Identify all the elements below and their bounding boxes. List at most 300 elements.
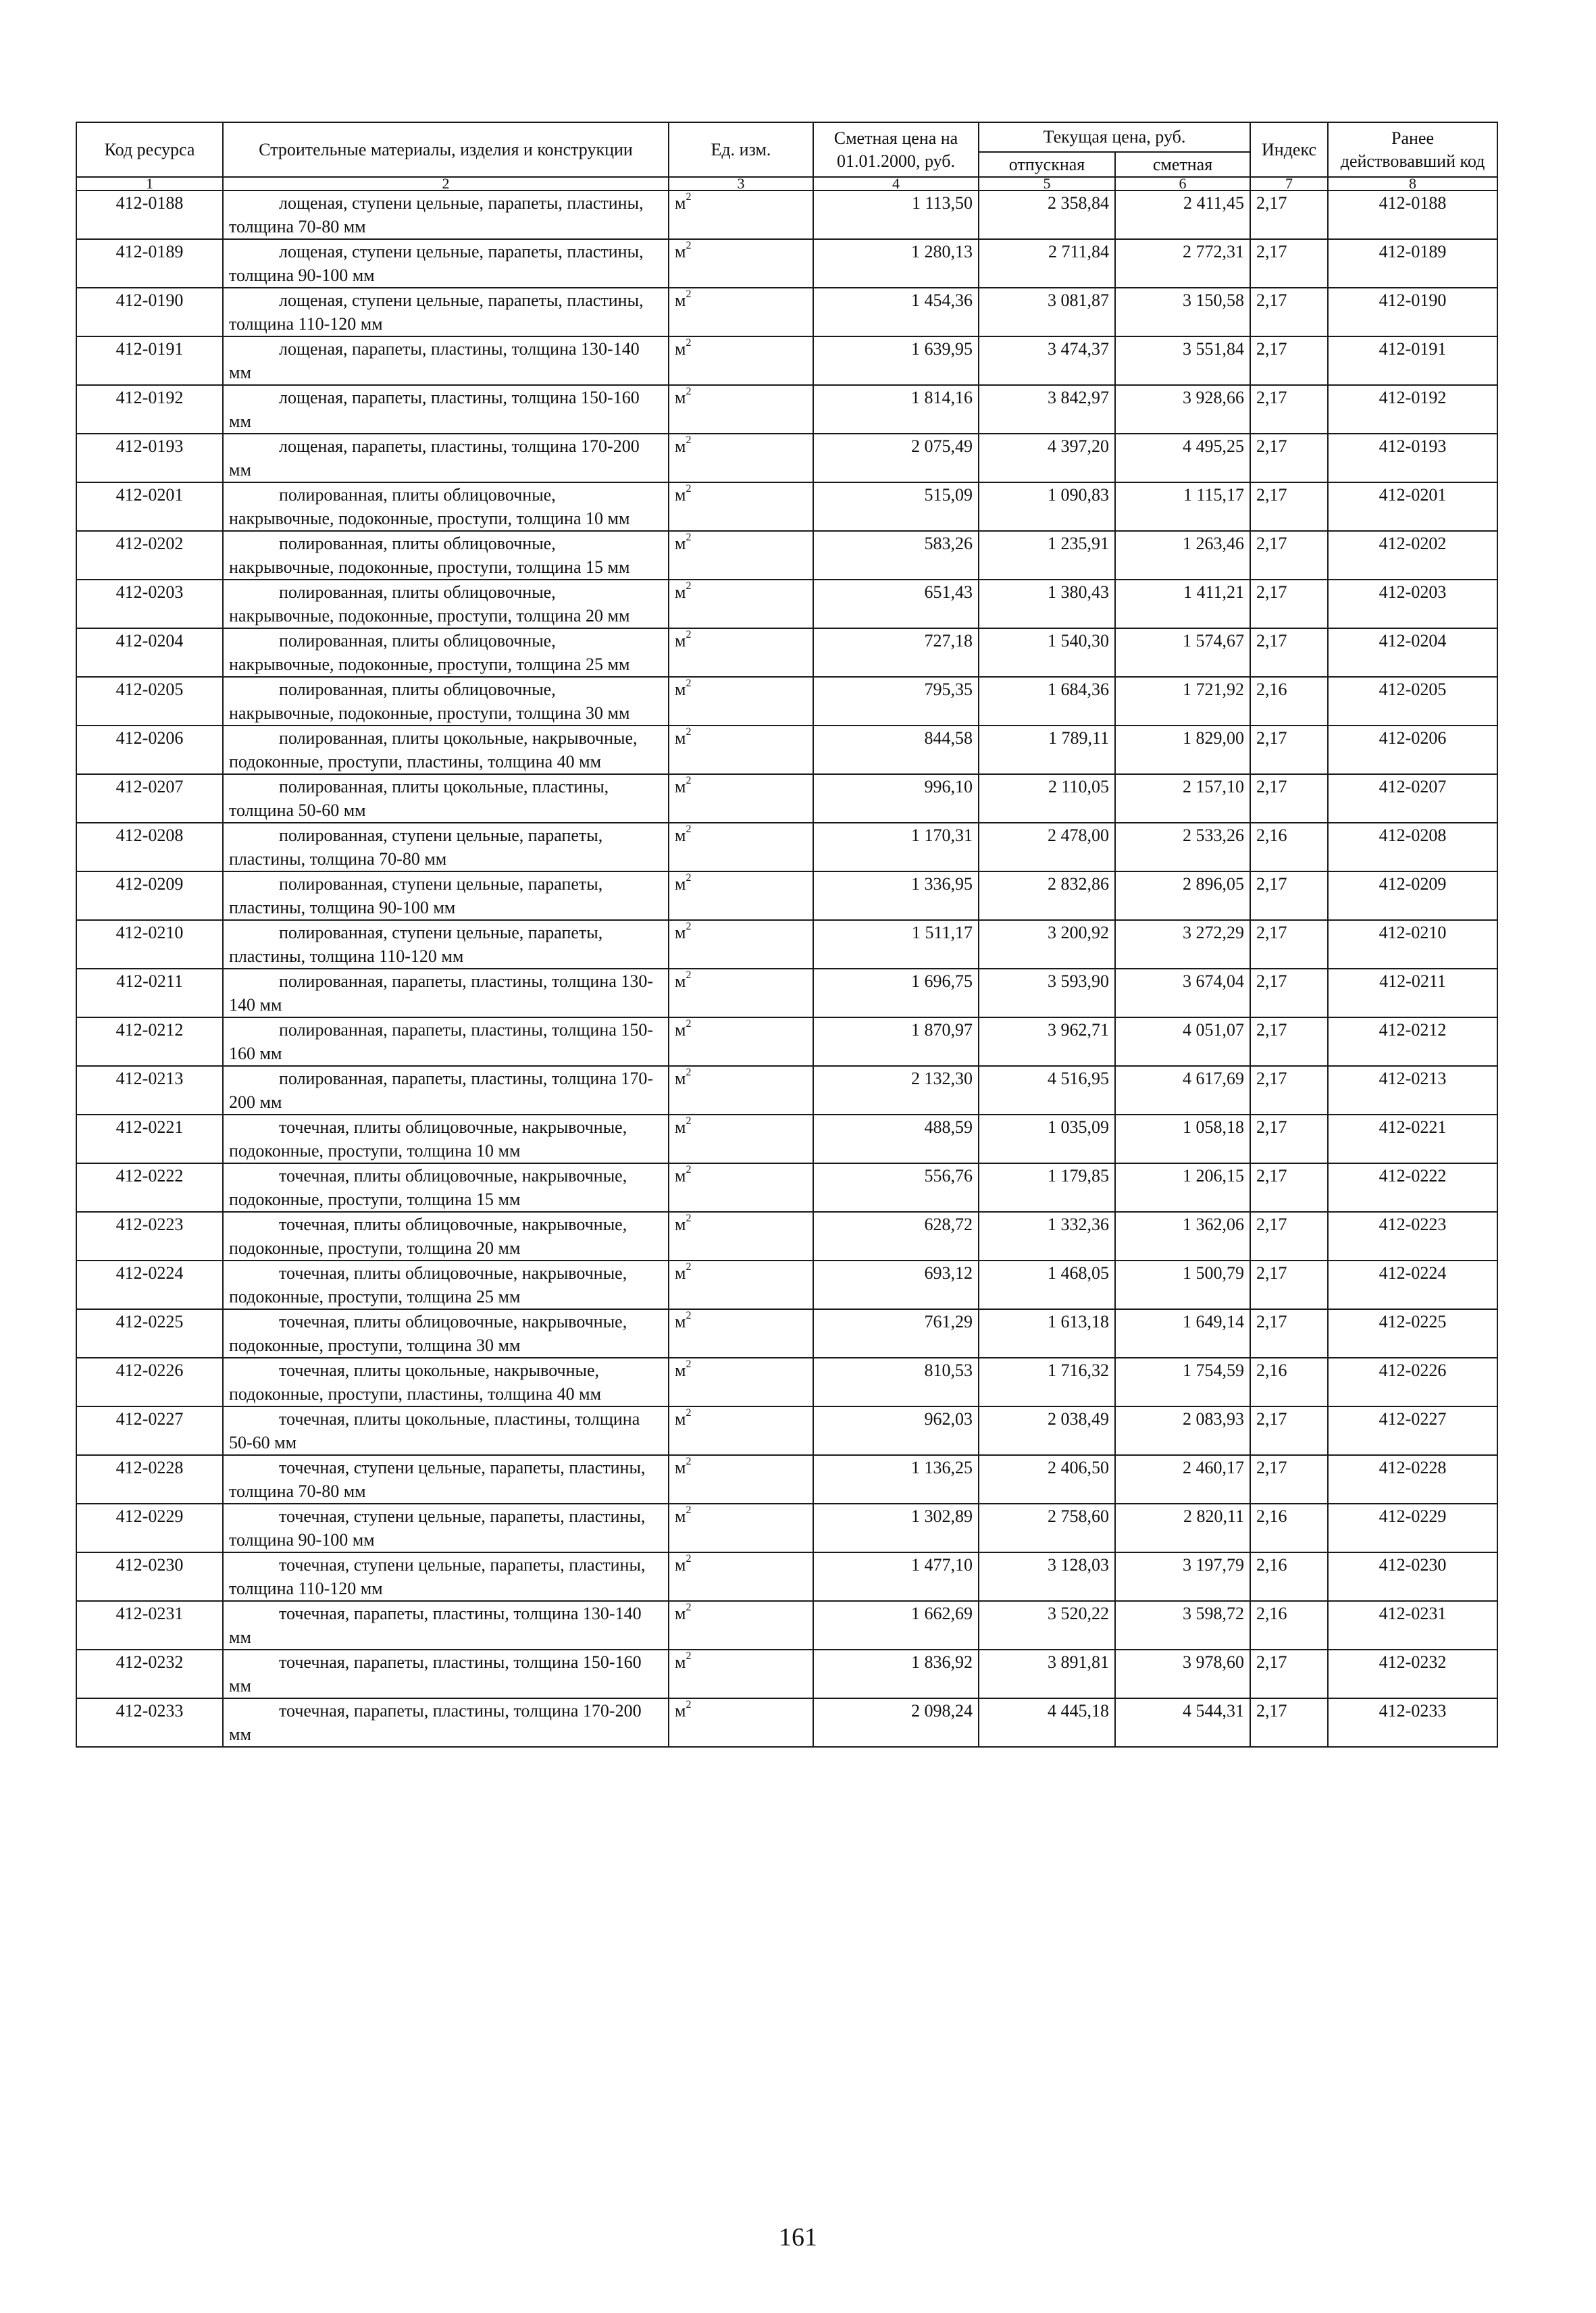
- description-text: лощеная, ступени цельные, парапеты, пластины, толщина 90-100 мм: [229, 242, 644, 285]
- unit-text: м: [675, 436, 686, 456]
- material-description: [223, 385, 669, 434]
- unit-superscript: 2: [686, 678, 692, 690]
- release-price: 2 406,50: [979, 1455, 1115, 1504]
- resource-code: 412-0211: [76, 969, 223, 1017]
- price-index: 2,17: [1250, 1406, 1328, 1455]
- base-price: 693,12: [813, 1261, 979, 1309]
- unit-cell: [669, 1066, 813, 1115]
- release-price: 3 474,37: [979, 336, 1115, 385]
- base-price: 1 639,95: [813, 336, 979, 385]
- unit-superscript: 2: [686, 337, 692, 349]
- column-number: 1: [76, 177, 223, 190]
- base-price: 1 662,69: [813, 1601, 979, 1650]
- price-index: 2,17: [1250, 920, 1328, 969]
- material-description: [223, 1163, 669, 1212]
- base-price: 488,59: [813, 1115, 979, 1163]
- table-row: [76, 1698, 1497, 1747]
- unit-text: м: [675, 777, 686, 796]
- unit-cell: [669, 871, 813, 920]
- description-text: точечная, парапеты, пластины, толщина 150-160 мм: [229, 1652, 642, 1696]
- description-text: точечная, ступени цельные, парапеты, пластины, толщина 90-100 мм: [229, 1506, 646, 1550]
- material-description: [223, 336, 669, 385]
- previous-code: 412-0226: [1328, 1358, 1497, 1406]
- previous-code: 412-0233: [1328, 1698, 1497, 1747]
- release-price: 1 090,83: [979, 482, 1115, 531]
- unit-superscript: 2: [686, 1407, 692, 1419]
- unit-superscript: 2: [686, 1067, 692, 1079]
- previous-code: 412-0190: [1328, 288, 1497, 336]
- material-description: [223, 1066, 669, 1115]
- header-release: отпускная: [979, 152, 1115, 177]
- resource-code: 412-0193: [76, 434, 223, 482]
- material-description: [223, 1358, 669, 1406]
- unit-cell: [669, 1115, 813, 1163]
- description-text: полированная, парапеты, пластины, толщина 150-160 мм: [229, 1020, 654, 1063]
- unit-text: м: [675, 1506, 686, 1526]
- material-description: [223, 1552, 669, 1601]
- estimate-price: 1 058,18: [1115, 1115, 1250, 1163]
- price-index: 2,17: [1250, 190, 1328, 239]
- column-number: 6: [1115, 177, 1250, 190]
- unit-text: м: [675, 1458, 686, 1477]
- unit-text: м: [675, 242, 686, 261]
- table-row: [76, 239, 1497, 288]
- table-row: [76, 336, 1497, 385]
- price-index: 2,17: [1250, 726, 1328, 774]
- resource-code: 412-0204: [76, 628, 223, 677]
- release-price: 1 716,32: [979, 1358, 1115, 1406]
- release-price: 3 891,81: [979, 1650, 1115, 1698]
- description-text: полированная, парапеты, пластины, толщина 130-140 мм: [229, 971, 654, 1015]
- page-number: 161: [779, 2223, 817, 2252]
- unit-cell: [669, 385, 813, 434]
- unit-cell: [669, 920, 813, 969]
- header-index: Индекс: [1250, 122, 1328, 177]
- table-row: [76, 288, 1497, 336]
- description-text: точечная, плиты облицовочные, накрывочные, подоконные, проступи, толщина 25 мм: [229, 1263, 627, 1306]
- estimate-price: 1 829,00: [1115, 726, 1250, 774]
- table-row: [76, 1066, 1497, 1115]
- material-description: [223, 1406, 669, 1455]
- table-row: [76, 1261, 1497, 1309]
- previous-code: 412-0207: [1328, 774, 1497, 823]
- table-row: [76, 1455, 1497, 1504]
- column-number: 4: [813, 177, 979, 190]
- resource-code: 412-0226: [76, 1358, 223, 1406]
- previous-code: 412-0201: [1328, 482, 1497, 531]
- unit-superscript: 2: [686, 288, 692, 301]
- resource-code: 412-0224: [76, 1261, 223, 1309]
- unit-text: м: [675, 728, 686, 748]
- price-index: 2,16: [1250, 1358, 1328, 1406]
- previous-code: 412-0224: [1328, 1261, 1497, 1309]
- resource-code: 412-0207: [76, 774, 223, 823]
- previous-code: 412-0191: [1328, 336, 1497, 385]
- release-price: 3 128,03: [979, 1552, 1115, 1601]
- description-text: точечная, ступени цельные, парапеты, пластины, толщина 70-80 мм: [229, 1458, 646, 1501]
- table-row: [76, 628, 1497, 677]
- unit-cell: [669, 239, 813, 288]
- unit-cell: [669, 969, 813, 1017]
- estimate-price: 1 721,92: [1115, 677, 1250, 726]
- description-text: лощеная, ступени цельные, парапеты, пластины, толщина 70-80 мм: [229, 193, 644, 236]
- price-index: 2,17: [1250, 288, 1328, 336]
- estimate-price: 2 460,17: [1115, 1455, 1250, 1504]
- unit-text: м: [675, 680, 686, 699]
- unit-cell: [669, 1309, 813, 1358]
- base-price: 515,09: [813, 482, 979, 531]
- unit-cell: [669, 190, 813, 239]
- previous-code: 412-0209: [1328, 871, 1497, 920]
- estimate-price: 2 157,10: [1115, 774, 1250, 823]
- material-description: [223, 1698, 669, 1747]
- material-description: [223, 1601, 669, 1650]
- material-description: [223, 1115, 669, 1163]
- price-index: 2,16: [1250, 1552, 1328, 1601]
- previous-code: 412-0212: [1328, 1017, 1497, 1066]
- estimate-price: 4 051,07: [1115, 1017, 1250, 1066]
- unit-cell: [669, 628, 813, 677]
- unit-cell: [669, 1358, 813, 1406]
- unit-cell: [669, 1504, 813, 1552]
- resource-code: 412-0188: [76, 190, 223, 239]
- release-price: 4 397,20: [979, 434, 1115, 482]
- unit-text: м: [675, 1069, 686, 1088]
- resource-code: 412-0229: [76, 1504, 223, 1552]
- release-price: 4 445,18: [979, 1698, 1115, 1747]
- previous-code: 412-0225: [1328, 1309, 1497, 1358]
- estimate-price: 2 820,11: [1115, 1504, 1250, 1552]
- resource-code: 412-0191: [76, 336, 223, 385]
- base-price: 1 836,92: [813, 1650, 979, 1698]
- description-text: точечная, парапеты, пластины, толщина 170-200 мм: [229, 1701, 642, 1744]
- unit-text: м: [675, 1263, 686, 1283]
- table-row: [76, 677, 1497, 726]
- release-price: 1 380,43: [979, 580, 1115, 628]
- previous-code: 412-0227: [1328, 1406, 1497, 1455]
- previous-code: 412-0228: [1328, 1455, 1497, 1504]
- unit-cell: [669, 1163, 813, 1212]
- material-description: [223, 1261, 669, 1309]
- header-unit: Ед. изм.: [669, 122, 813, 177]
- material-description: [223, 531, 669, 580]
- description-text: лощеная, ступени цельные, парапеты, пластины, толщина 110-120 мм: [229, 290, 644, 334]
- estimate-price: 2 083,93: [1115, 1406, 1250, 1455]
- price-index: 2,17: [1250, 531, 1328, 580]
- unit-cell: [669, 1552, 813, 1601]
- unit-superscript: 2: [686, 532, 692, 544]
- base-price: 1 170,31: [813, 823, 979, 871]
- unit-superscript: 2: [686, 1602, 692, 1614]
- resource-code: 412-0227: [76, 1406, 223, 1455]
- release-price: 3 593,90: [979, 969, 1115, 1017]
- table-row: [76, 774, 1497, 823]
- column-numbers-row: [76, 177, 1497, 190]
- previous-code: 412-0205: [1328, 677, 1497, 726]
- estimate-price: 3 150,58: [1115, 288, 1250, 336]
- unit-text: м: [675, 1652, 686, 1672]
- unit-superscript: 2: [686, 1310, 692, 1322]
- unit-text: м: [675, 1604, 686, 1623]
- unit-cell: [669, 1261, 813, 1309]
- base-price: 556,76: [813, 1163, 979, 1212]
- table-body: [76, 190, 1497, 1747]
- base-price: 1 870,97: [813, 1017, 979, 1066]
- price-index: 2,17: [1250, 1455, 1328, 1504]
- base-price: 628,72: [813, 1212, 979, 1261]
- column-number: 3: [669, 177, 813, 190]
- resource-code: 412-0189: [76, 239, 223, 288]
- previous-code: 412-0208: [1328, 823, 1497, 871]
- description-text: полированная, плиты облицовочные, накрывочные, подоконные, проступи, толщина 20 мм: [229, 582, 630, 626]
- price-index: 2,16: [1250, 823, 1328, 871]
- table-row: [76, 1163, 1497, 1212]
- resource-code: 412-0203: [76, 580, 223, 628]
- material-description: [223, 239, 669, 288]
- material-description: [223, 823, 669, 871]
- price-index: 2,17: [1250, 1650, 1328, 1698]
- previous-code: 412-0222: [1328, 1163, 1497, 1212]
- base-price: 1 336,95: [813, 871, 979, 920]
- price-table: [76, 122, 1498, 1748]
- unit-text: м: [675, 1555, 686, 1575]
- material-description: [223, 920, 669, 969]
- base-price: 2 098,24: [813, 1698, 979, 1747]
- release-price: 1 789,11: [979, 726, 1115, 774]
- description-text: точечная, ступени цельные, парапеты, пластины, толщина 110-120 мм: [229, 1555, 646, 1598]
- description-text: полированная, парапеты, пластины, толщина 170-200 мм: [229, 1069, 654, 1112]
- price-index: 2,17: [1250, 482, 1328, 531]
- release-price: 1 179,85: [979, 1163, 1115, 1212]
- unit-text: м: [675, 825, 686, 845]
- resource-code: 412-0230: [76, 1552, 223, 1601]
- header-code: Код ресурса: [76, 122, 223, 177]
- unit-cell: [669, 288, 813, 336]
- resource-code: 412-0210: [76, 920, 223, 969]
- unit-superscript: 2: [686, 872, 692, 884]
- release-price: 2 758,60: [979, 1504, 1115, 1552]
- unit-text: м: [675, 582, 686, 602]
- base-price: 844,58: [813, 726, 979, 774]
- resource-code: 412-0202: [76, 531, 223, 580]
- estimate-price: 3 928,66: [1115, 385, 1250, 434]
- unit-superscript: 2: [686, 1018, 692, 1030]
- estimate-price: 3 674,04: [1115, 969, 1250, 1017]
- base-price: 795,35: [813, 677, 979, 726]
- unit-text: м: [675, 290, 686, 310]
- unit-superscript: 2: [686, 969, 692, 982]
- material-description: [223, 1212, 669, 1261]
- unit-text: м: [675, 1361, 686, 1380]
- base-price: 2 075,49: [813, 434, 979, 482]
- release-price: 2 110,05: [979, 774, 1115, 823]
- resource-code: 412-0206: [76, 726, 223, 774]
- description-text: полированная, плиты цокольные, пластины, толщина 50-60 мм: [229, 777, 609, 820]
- release-price: 2 711,84: [979, 239, 1115, 288]
- material-description: [223, 1504, 669, 1552]
- estimate-price: 3 197,79: [1115, 1552, 1250, 1601]
- unit-superscript: 2: [686, 191, 692, 203]
- unit-cell: [669, 1455, 813, 1504]
- material-description: [223, 628, 669, 677]
- estimate-price: 1 500,79: [1115, 1261, 1250, 1309]
- price-index: 2,17: [1250, 969, 1328, 1017]
- unit-superscript: 2: [686, 483, 692, 495]
- previous-code: 412-0188: [1328, 190, 1497, 239]
- release-price: 1 540,30: [979, 628, 1115, 677]
- material-description: [223, 871, 669, 920]
- table-row: [76, 385, 1497, 434]
- price-index: 2,17: [1250, 336, 1328, 385]
- resource-code: 412-0233: [76, 1698, 223, 1747]
- price-index: 2,17: [1250, 628, 1328, 677]
- material-description: [223, 434, 669, 482]
- previous-code: 412-0229: [1328, 1504, 1497, 1552]
- price-index: 2,17: [1250, 1017, 1328, 1066]
- unit-text: м: [675, 1312, 686, 1331]
- table-row: [76, 1309, 1497, 1358]
- previous-code: 412-0202: [1328, 531, 1497, 580]
- resource-code: 412-0222: [76, 1163, 223, 1212]
- table-row: [76, 1504, 1497, 1552]
- previous-code: 412-0230: [1328, 1552, 1497, 1601]
- resource-code: 412-0221: [76, 1115, 223, 1163]
- base-price: 1 696,75: [813, 969, 979, 1017]
- unit-cell: [669, 434, 813, 482]
- previous-code: 412-0231: [1328, 1601, 1497, 1650]
- unit-superscript: 2: [686, 1213, 692, 1225]
- resource-code: 412-0190: [76, 288, 223, 336]
- release-price: 3 842,97: [979, 385, 1115, 434]
- resource-code: 412-0223: [76, 1212, 223, 1261]
- resource-code: 412-0192: [76, 385, 223, 434]
- base-price: 1 136,25: [813, 1455, 979, 1504]
- column-number: 2: [223, 177, 669, 190]
- unit-text: м: [675, 631, 686, 651]
- table-row: [76, 1650, 1497, 1698]
- material-description: [223, 1455, 669, 1504]
- description-text: полированная, плиты облицовочные, накрывочные, подоконные, проступи, толщина 15 мм: [229, 534, 630, 577]
- estimate-price: 2 411,45: [1115, 190, 1250, 239]
- material-description: [223, 190, 669, 239]
- unit-cell: [669, 531, 813, 580]
- header-materials: Строительные материалы, изделия и конструкции: [223, 122, 669, 177]
- table-row: [76, 969, 1497, 1017]
- base-price: 1 454,36: [813, 288, 979, 336]
- price-index: 2,17: [1250, 1115, 1328, 1163]
- material-description: [223, 580, 669, 628]
- release-price: 1 235,91: [979, 531, 1115, 580]
- previous-code: 412-0189: [1328, 239, 1497, 288]
- release-price: 1 684,36: [979, 677, 1115, 726]
- release-price: 1 468,05: [979, 1261, 1115, 1309]
- estimate-price: 4 495,25: [1115, 434, 1250, 482]
- resource-code: 412-0231: [76, 1601, 223, 1650]
- table-row: [76, 1212, 1497, 1261]
- table-row: [76, 434, 1497, 482]
- unit-text: м: [675, 534, 686, 553]
- release-price: 2 478,00: [979, 823, 1115, 871]
- base-price: 1 511,17: [813, 920, 979, 969]
- description-text: полированная, плиты цокольные, накрывочные, подоконные, проступи, пластины, толщина 40 мм: [229, 728, 638, 771]
- unit-superscript: 2: [686, 1650, 692, 1662]
- previous-code: 412-0232: [1328, 1650, 1497, 1698]
- table-row: [76, 482, 1497, 531]
- previous-code: 412-0213: [1328, 1066, 1497, 1115]
- unit-superscript: 2: [686, 775, 692, 787]
- base-price: 1 113,50: [813, 190, 979, 239]
- table-row: [76, 580, 1497, 628]
- release-price: 1 613,18: [979, 1309, 1115, 1358]
- unit-superscript: 2: [686, 1699, 692, 1711]
- estimate-price: 1 754,59: [1115, 1358, 1250, 1406]
- table-row: [76, 1406, 1497, 1455]
- description-text: точечная, плиты облицовочные, накрывочные, подоконные, проступи, толщина 15 мм: [229, 1166, 627, 1209]
- unit-superscript: 2: [686, 580, 692, 592]
- unit-superscript: 2: [686, 434, 692, 447]
- release-price: 1 035,09: [979, 1115, 1115, 1163]
- price-index: 2,17: [1250, 871, 1328, 920]
- table-row: [76, 1017, 1497, 1066]
- estimate-price: 1 362,06: [1115, 1212, 1250, 1261]
- base-price: 2 132,30: [813, 1066, 979, 1115]
- unit-cell: [669, 677, 813, 726]
- resource-code: 412-0212: [76, 1017, 223, 1066]
- base-price: 651,43: [813, 580, 979, 628]
- price-index: 2,16: [1250, 1504, 1328, 1552]
- estimate-price: 1 574,67: [1115, 628, 1250, 677]
- unit-text: м: [675, 339, 686, 359]
- unit-cell: [669, 1406, 813, 1455]
- resource-code: 412-0208: [76, 823, 223, 871]
- description-text: полированная, ступени цельные, парапеты, пластины, толщина 90-100 мм: [229, 874, 603, 917]
- unit-cell: [669, 482, 813, 531]
- unit-text: м: [675, 923, 686, 942]
- release-price: 3 081,87: [979, 288, 1115, 336]
- description-text: точечная, плиты облицовочные, накрывочные, подоконные, проступи, толщина 30 мм: [229, 1312, 627, 1355]
- description-text: лощеная, парапеты, пластины, толщина 170-200 мм: [229, 436, 640, 480]
- price-index: 2,16: [1250, 1601, 1328, 1650]
- unit-text: м: [675, 971, 686, 991]
- base-price: 1 477,10: [813, 1552, 979, 1601]
- base-price: 583,26: [813, 531, 979, 580]
- resource-code: 412-0232: [76, 1650, 223, 1698]
- unit-superscript: 2: [686, 1504, 692, 1517]
- estimate-price: 1 263,46: [1115, 531, 1250, 580]
- table-row: [76, 1115, 1497, 1163]
- unit-superscript: 2: [686, 726, 692, 738]
- table-row: [76, 1358, 1497, 1406]
- table-row: [76, 531, 1497, 580]
- previous-code: 412-0193: [1328, 434, 1497, 482]
- release-price: 1 332,36: [979, 1212, 1115, 1261]
- description-text: лощеная, парапеты, пластины, толщина 150-160 мм: [229, 388, 640, 431]
- unit-cell: [669, 580, 813, 628]
- unit-text: м: [675, 1409, 686, 1429]
- estimate-price: 3 598,72: [1115, 1601, 1250, 1650]
- column-number: 7: [1250, 177, 1328, 190]
- table-row: [76, 920, 1497, 969]
- release-price: 2 038,49: [979, 1406, 1115, 1455]
- description-text: точечная, парапеты, пластины, толщина 130-140 мм: [229, 1604, 642, 1647]
- previous-code: 412-0203: [1328, 580, 1497, 628]
- estimate-price: 3 272,29: [1115, 920, 1250, 969]
- unit-text: м: [675, 1701, 686, 1721]
- description-text: полированная, плиты облицовочные, накрывочные, подоконные, проступи, толщина 10 мм: [229, 485, 630, 528]
- base-price: 962,03: [813, 1406, 979, 1455]
- release-price: 3 962,71: [979, 1017, 1115, 1066]
- unit-superscript: 2: [686, 1553, 692, 1565]
